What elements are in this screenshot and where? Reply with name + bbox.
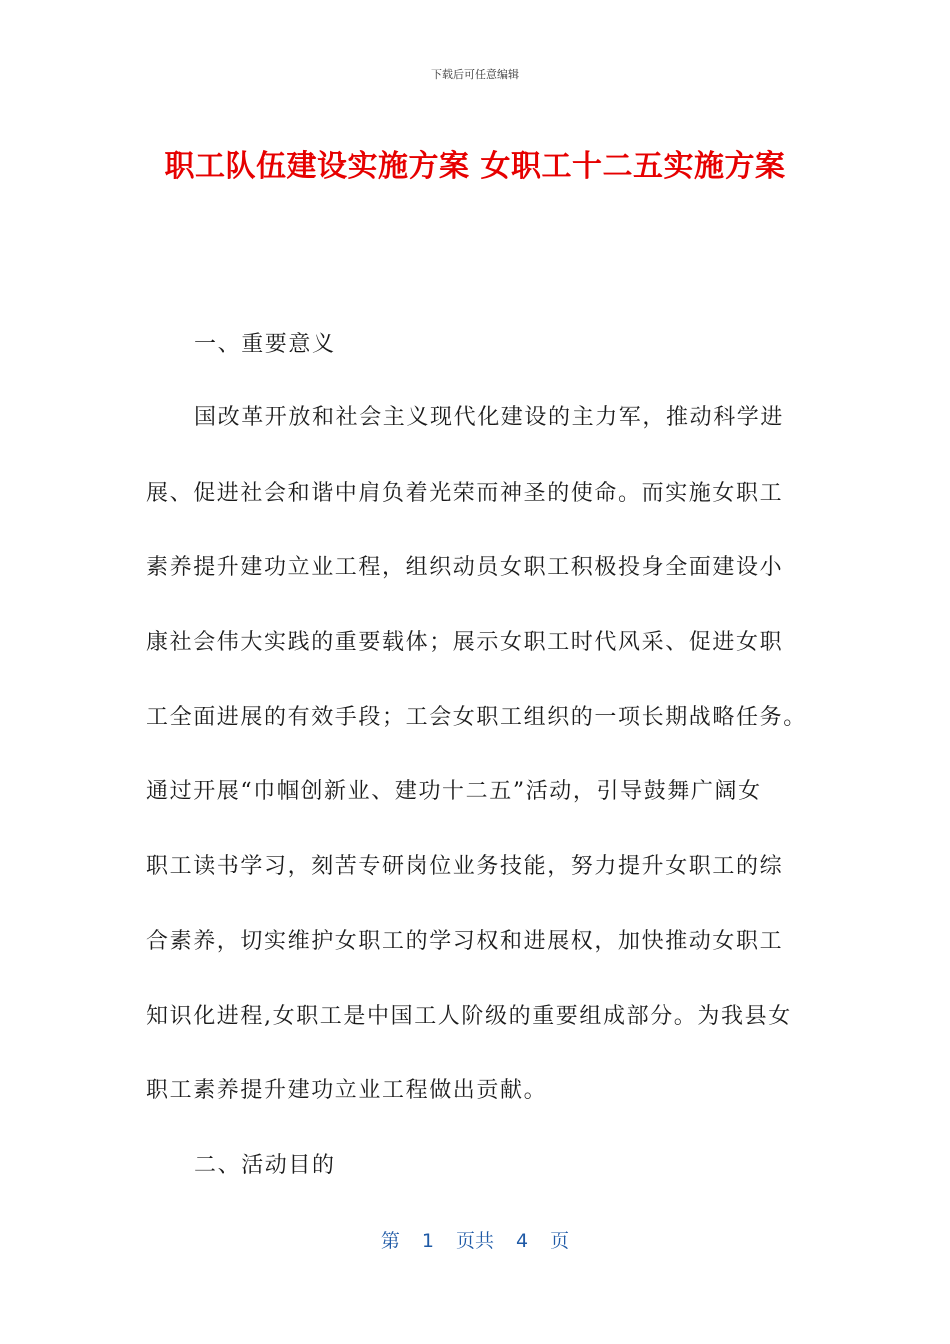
paragraph-line: 康社会伟大实践的重要载体；展示女职工时代风采、促进女职	[146, 630, 784, 655]
paragraph-line: 职工素养提升建功立业工程做出贡献。	[146, 1078, 548, 1103]
current-page-number: 1	[421, 1230, 434, 1252]
page-number-footer	[0, 1226, 950, 1253]
paragraph-line: 工全面进展的有效手段；工会女职工组织的一项长期战略任务。	[146, 705, 807, 730]
paragraph-line: 通过开展“巾帼创新业、建功十二五”活动，引导鼓舞广阔女	[146, 779, 762, 804]
paragraph-line: 素养提升建功立业工程，组织动员女职工积极投身全面建设小	[146, 555, 784, 580]
paragraph-line: 职工读书学习，刻苦专研岗位业务技能，努力提升女职工的综	[146, 854, 784, 879]
page-label-middle: 页共	[455, 1230, 494, 1252]
paragraph-line: 展、促进社会和谐中肩负着光荣而神圣的使命。而实施女职工	[146, 481, 784, 506]
paragraph-line: 知识化进程,女职工是中国工人阶级的重要组成部分。为我县女	[146, 1004, 792, 1029]
page-label-prefix: 第	[380, 1230, 400, 1252]
total-pages-number: 4	[516, 1230, 529, 1252]
section-heading-1: 一、重要意义	[194, 332, 336, 357]
document-title: 职工队伍建设实施方案 女职工十二五实施方案	[164, 149, 786, 184]
page-label-suffix: 页	[550, 1230, 570, 1252]
paragraph-line: 国改革开放和社会主义现代化建设的主力军，推动科学进	[194, 405, 785, 430]
download-note: 下载后可任意编辑	[431, 68, 519, 81]
paragraph-line: 合素养，切实维护女职工的学习权和进展权，加快推动女职工	[146, 929, 784, 954]
section-heading-2: 二、活动目的	[194, 1153, 336, 1178]
